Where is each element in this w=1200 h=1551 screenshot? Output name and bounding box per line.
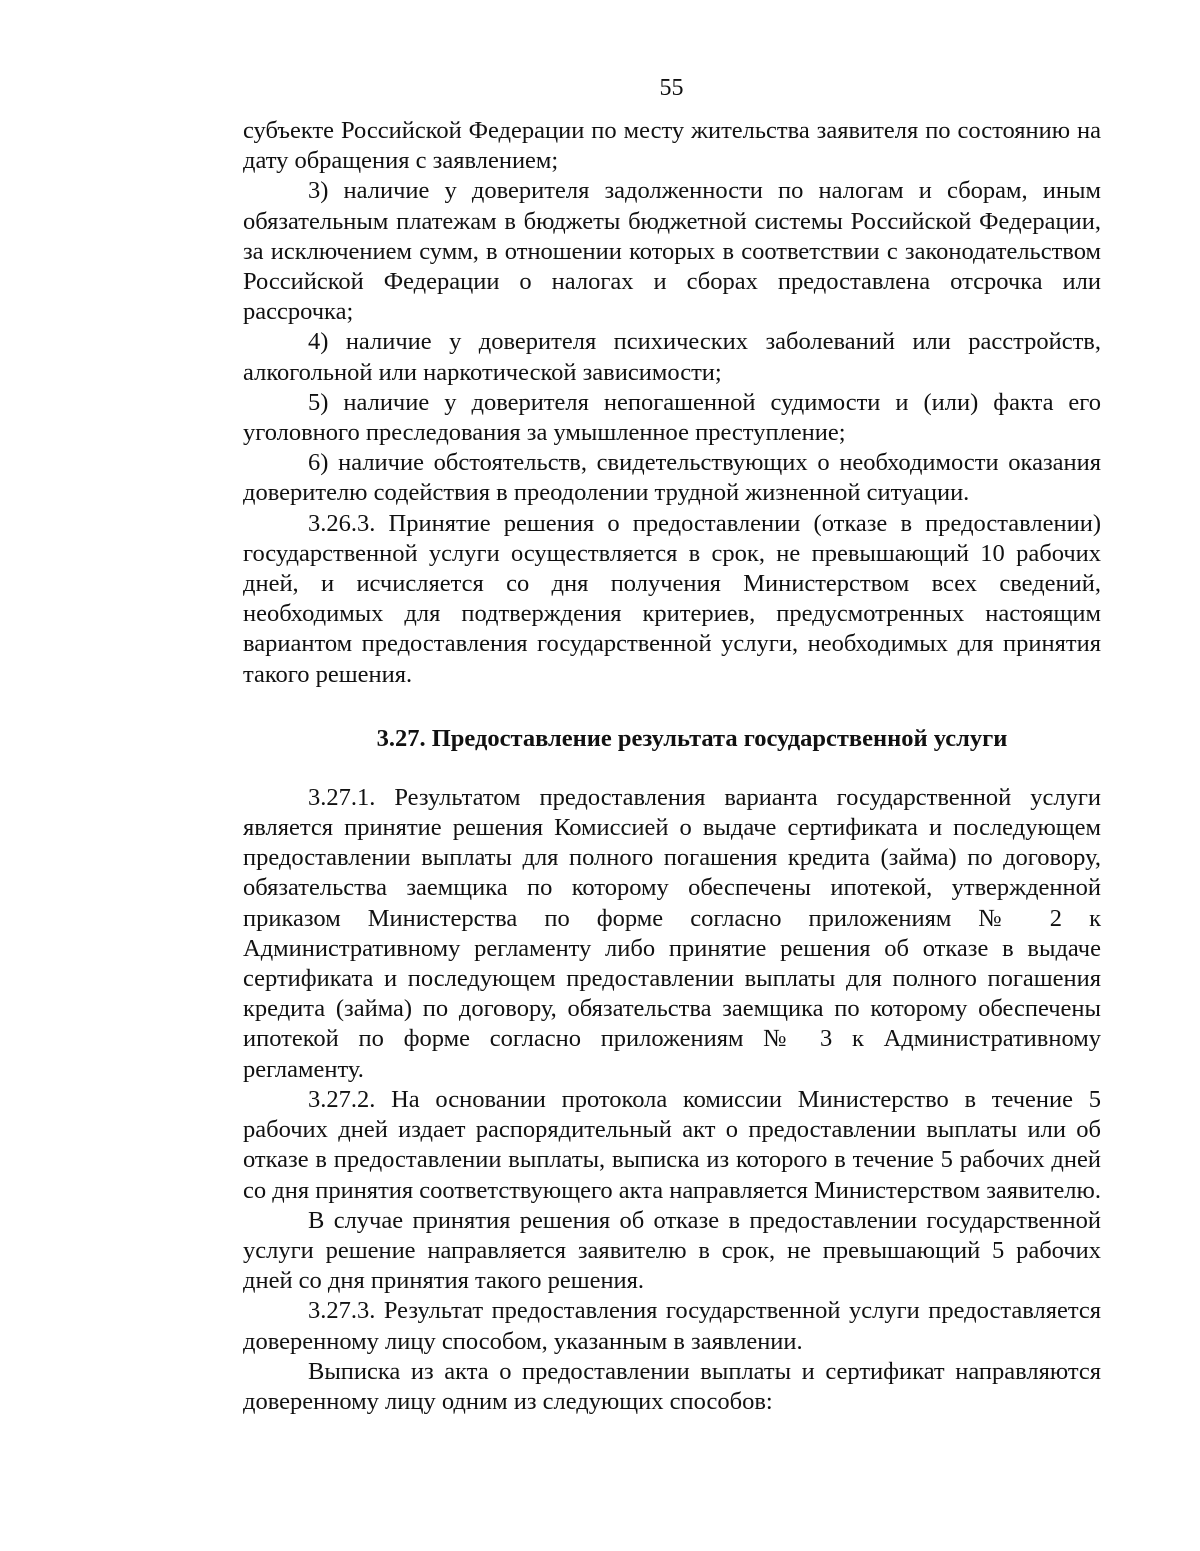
paragraph-refusal: В случае принятия решения об отказе в предоставлении государственной услуги решение направляется заявителю в срок, не превышающий 5 рабочих дней со дня принятия такого решения. (243, 1206, 1101, 1295)
section-heading-3-27: 3.27. Предоставление результата государственной услуги (376, 724, 1008, 752)
list-item-4: 4) наличие у доверителя психических заболеваний или расстройств, алкогольной или наркотической зависимости; (243, 328, 1101, 386)
paragraph-delivery-methods: Выписка из акта о предоставлении выплаты и сертификат направляются доверенному лицу одним из следующих способов: (243, 1357, 1101, 1415)
clause-3-26-3: 3.26.3. Принятие решения о предоставлении (отказе в предоставлении) государственной услуги осуществляется в срок, не превышающий 10 рабочих дней, и исчисляется со дня получения Министерством всех сведений, необходимых для подтверждения критериев, предусмотренных настоящим вариантом предоставления государственной услуги, необходимых для принятия такого решения. (243, 509, 1101, 688)
list-item-3: 3) наличие у доверителя задолженности по налогам и сборам, иным обязательным платежам в бюджеты бюджетной системы Российской Федерации, за исключением сумм, в отношении которых в соответствии с законодательством Российской Федерации о налогах и сборах предоставлена отсрочка или рассрочка; (243, 177, 1101, 326)
list-item-6: 6) наличие обстоятельств, свидетельствующих о необходимости оказания доверителю содействия в преодолении трудной жизненной ситуации. (243, 449, 1101, 507)
paragraph-continuation: субъекте Российской Федерации по месту жительства заявителя по состоянию на дату обращения с заявлением; (243, 117, 1101, 175)
clause-3-27-1: 3.27.1. Результатом предоставления варианта государственной услуги является принятие решения Комиссией о выдаче сертификата и последующем предоставлении выплаты для полного погашения кредита (займа) по договору, обязательства заемщика по которому обеспечены ипотекой, утвержденной приказом Министерства по форме согласно приложениям № 2 к Административному регламенту либо принятие решения об отказе в выдаче сертификата и последующем предоставлении выплаты для полного погашения кредита (займа) по договору, обязательства заемщика по которому обеспечены ипотекой по форме согласно приложениям № 3 к Административному регламенту. (243, 783, 1101, 1083)
document-body (243, 116, 1101, 1417)
page-number: 55 (659, 75, 684, 101)
clause-3-27-3: 3.27.3. Результат предоставления государственной услуги предоставляется доверенному лицу способом, указанным в заявлении. (243, 1297, 1101, 1355)
list-item-5: 5) наличие у доверителя непогашенной судимости и (или) факта его уголовного преследования за умышленное преступление; (243, 388, 1101, 447)
clause-3-27-2: 3.27.2. На основании протокола комиссии Министерство в течение 5 рабочих дней издает распорядительный акт о предоставлении выплаты или об отказе в предоставлении выплаты, выписка из которого в течение 5 рабочих дней со дня принятия соответствующего акта направляется Министерством заявителю. (243, 1085, 1101, 1204)
